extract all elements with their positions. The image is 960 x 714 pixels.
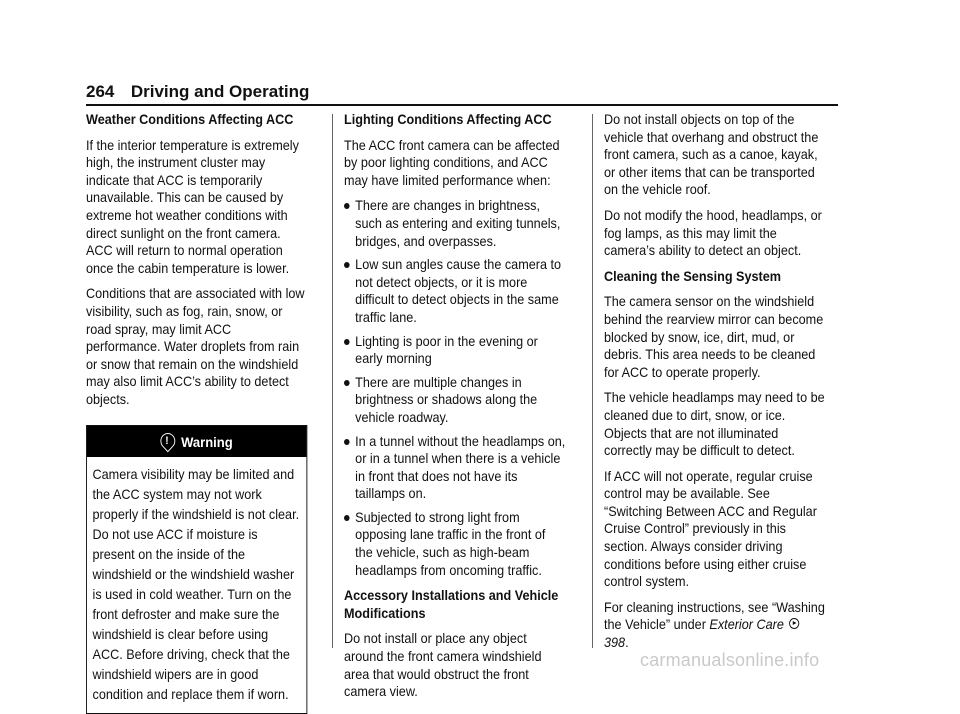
- paragraph-cleaning-ref: [604, 599, 825, 652]
- warning-title-bar: [87, 426, 306, 458]
- page-ref-icon: [789, 618, 799, 629]
- heading-lighting: Lighting Conditions Affecting ACC: [344, 111, 565, 129]
- list-item: In a tunnel without the headlamps on, or in a tunnel when there is a vehicle in front that does not have its taillamps on.: [344, 433, 565, 503]
- paragraph: The vehicle headlamps may need to be cleaned due to dirt, snow, or ice. Objects that are not illuminated correctly may be difficult to detect.: [604, 389, 825, 459]
- heading-cleaning: Cleaning the Sensing System: [604, 268, 825, 286]
- warning-title: Warning: [181, 434, 233, 450]
- paragraph: Conditions that are associated with low visibility, such as fog, rain, snow, or road spray, may limit ACC performance. Water droplets from rain or snow that remain on the windshield may also limit ACC’s ability to detect objects.: [86, 285, 307, 408]
- column-2: [344, 111, 565, 709]
- paragraph: If the interior temperature is extremely high, the instrument cluster may indicate that ACC is temporarily unavailable. This can be caused by extreme hot weather conditions with direct sunlight on the front camera. ACC will return to normal operation once the cabin temperature is lower.: [86, 137, 307, 278]
- list-item: Subjected to strong light from opposing lane traffic in the front of the vehicle, such as high-beam headlamps from oncoming traffic.: [344, 509, 565, 579]
- page-ref-number[interactable]: 398: [604, 635, 625, 650]
- paragraph: Do not install objects on top of the vehicle that overhang and obstruct the front camera, such as a canoe, kayak, or other items that can be transported on the vehicle roof.: [604, 111, 825, 199]
- warning-box: [86, 425, 307, 714]
- page-number: 264: [86, 82, 114, 101]
- warning-body: Camera visibility may be limited and the ACC system may not work properly if the windshield is not clear. Do not use ACC if moisture is present on the inside of the windshield or the windshield washer is used in cold weather. Turn on the front defroster and make sure the windshield is clear before using ACC. Before driving, check that the windshield wipers are in good condition and replace them if worn.: [87, 457, 306, 713]
- ref-text: For cleaning instructions, see “Washing the Vehicle” under: [604, 600, 825, 633]
- bullet-list: [344, 197, 565, 579]
- paragraph: Do not install or place any object around the front camera windshield area that would obstruct the front camera view.: [344, 630, 565, 700]
- watermark: carmanualsonline.info: [640, 650, 819, 671]
- section-title: Driving and Operating: [131, 82, 310, 101]
- warning-icon: [158, 429, 179, 452]
- page-header: [86, 82, 838, 106]
- list-item: There are changes in brightness, such as entering and exiting tunnels, bridges, and overpasses.: [344, 197, 565, 250]
- column-divider: [592, 114, 593, 648]
- exterior-care-link[interactable]: Exterior Care: [709, 617, 783, 632]
- paragraph: Do not modify the hood, headlamps, or fog lamps, as this may limit the camera’s ability to detect an object.: [604, 207, 825, 260]
- list-item: Lighting is poor in the evening or early morning: [344, 333, 565, 368]
- paragraph: If ACC will not operate, regular cruise control may be available. See “Switching Between ACC and Regular Cruise Control” previously in this section. Always consider driving conditions before using either cruise control system.: [604, 468, 825, 591]
- list-item: There are multiple changes in brightness or shadows along the vehicle roadway.: [344, 374, 565, 427]
- paragraph: The camera sensor on the windshield behind the rearview mirror can become blocked by snow, ice, dirt, mud, or debris. This area needs to be cleaned for ACC to operate properly.: [604, 293, 825, 381]
- column-3: [604, 111, 825, 660]
- column-1: [86, 111, 307, 714]
- heading-weather: Weather Conditions Affecting ACC: [86, 111, 307, 129]
- column-divider: [332, 114, 333, 648]
- ref-end: .: [625, 635, 629, 650]
- list-item: Low sun angles cause the camera to not detect objects, or it is more difficult to detect objects in the same traffic lane.: [344, 256, 565, 326]
- heading-accessory: Accessory Installations and Vehicle Modifications: [344, 587, 565, 622]
- paragraph: The ACC front camera can be affected by poor lighting conditions, and ACC may have limited performance when:: [344, 137, 565, 190]
